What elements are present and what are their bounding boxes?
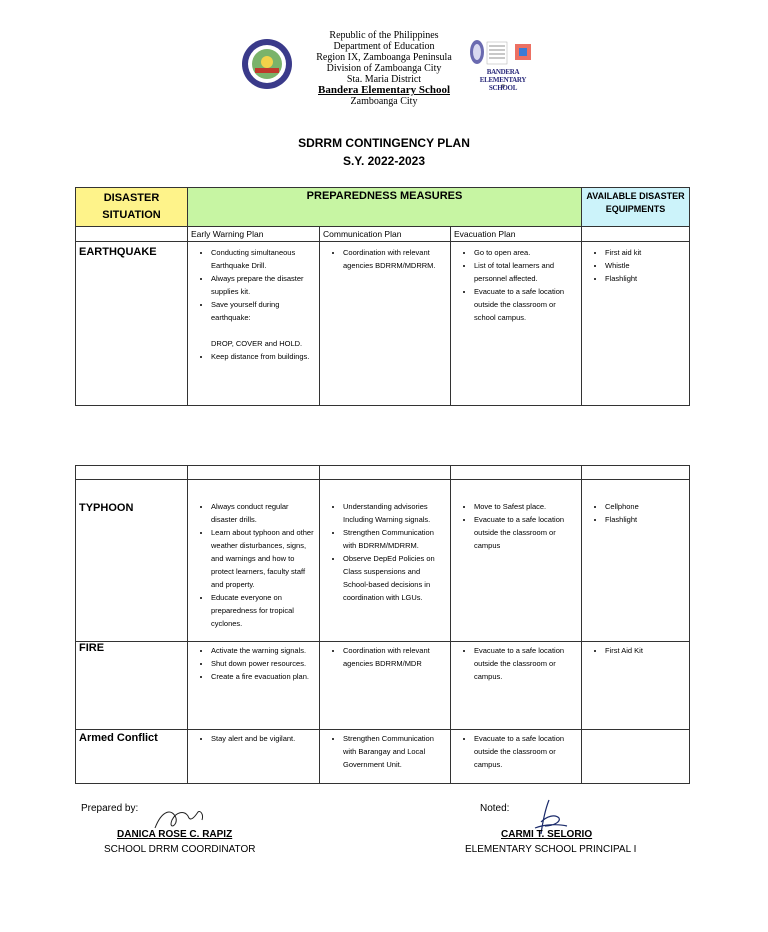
prepared-by-name: DANICA ROSE C. RAPIZ	[117, 829, 233, 840]
list-item: • Shut down power resources.	[211, 657, 316, 670]
list-item: • Create a fire evacuation plan.	[211, 670, 316, 683]
noted-title: ELEMENTARY SCHOOL PRINCIPAL I	[465, 844, 637, 855]
list-item: • List of total learners and personnel affected.	[474, 259, 578, 285]
disaster-typhoon: TYPHOON	[76, 480, 188, 642]
list-item: • Cellphone	[605, 500, 686, 513]
typhoon-communication	[320, 480, 451, 642]
subheader-empty	[582, 227, 690, 242]
header-available-equipments: AVAILABLE DISASTER EQUIPMENTS	[582, 188, 690, 227]
list-item: • Evacuate to a safe location outside the classroom or campus.	[474, 732, 578, 771]
list-item: • Keep distance from buildings.	[211, 350, 316, 363]
list-item: • Learn about typhoon and other weather disturbances, signs, and warnings and how to protect learners, faculty staff and property.	[211, 526, 316, 591]
school-logo-text: BANDERA ELEMENTARY SCHOOL	[479, 68, 527, 92]
armed-conflict-evacuation	[451, 730, 582, 784]
list-item: • Understanding advisories Including Warning signals.	[343, 500, 447, 526]
typhoon-early-warning	[188, 480, 320, 642]
document-title: SDRRM CONTINGENCY PLAN	[298, 136, 470, 150]
typhoon-evacuation	[451, 480, 582, 642]
list-item: • Observe DepEd Policies on Class suspensions and School-based decisions in coordination with LGUs.	[343, 552, 447, 604]
armed-conflict-equipment	[582, 730, 690, 784]
empty-cell	[320, 466, 451, 480]
letterhead-line: Region IX, Zamboanga Peninsula	[316, 52, 452, 63]
list-item: • Coordination with relevant agencies BDRRM/MDRRM.	[343, 246, 447, 272]
disaster-armed-conflict: Armed Conflict	[76, 730, 188, 784]
subheader-early-warning: Early Warning Plan	[188, 227, 320, 242]
empty-cell	[188, 466, 320, 480]
drop-cover-hold-note: DROP, COVER and HOLD.	[211, 339, 303, 348]
noted-label: Noted:	[480, 803, 510, 814]
letterhead-line: Department of Education	[333, 41, 435, 52]
letterhead-line: Division of Zamboanga City	[326, 63, 442, 74]
subheader-empty	[76, 227, 188, 242]
school-city: Zamboanga City	[350, 96, 418, 107]
list-item: • Conducting simultaneous Earthquake Drill.	[211, 246, 316, 272]
school-year: S.Y. 2022-2023	[342, 154, 426, 168]
list-item: • First aid kit	[605, 246, 686, 259]
list-item: • Flashlight	[605, 272, 686, 285]
list-item: • Move to Safest place.	[474, 500, 578, 513]
list-item: • Go to open area.	[474, 246, 578, 259]
subheader-evacuation: Evacuation Plan	[451, 227, 582, 242]
list-item: • Always prepare the disaster supplies kit.	[211, 272, 316, 298]
contingency-table-continued	[75, 465, 690, 784]
disaster-fire: FIRE	[76, 642, 188, 730]
list-item: • Coordination with relevant agencies BDRRM/MDR	[343, 644, 447, 670]
armed-conflict-early-warning	[188, 730, 320, 784]
earthquake-early-warning	[188, 242, 320, 406]
letterhead-line: Sta. Maria District	[346, 74, 422, 85]
list-item: • Evacuate to a safe location outside the classroom or campus.	[474, 644, 578, 683]
empty-cell	[76, 466, 188, 480]
contingency-table-earthquake	[75, 187, 690, 406]
letterhead-line: Republic of the Philippines	[329, 30, 439, 41]
list-item: • Activate the warning signals.	[211, 644, 316, 657]
noted-name: CARMI T. SELORIO	[501, 829, 593, 840]
prepared-by-label: Prepared by:	[81, 803, 139, 814]
list-item: • Flashlight	[605, 513, 686, 526]
list-item: • Strengthen Communication with BDRRM/MDRRM.	[343, 526, 447, 552]
earthquake-equipment	[582, 242, 690, 406]
list-item: • Evacuate to a safe location outside the classroom or campus	[474, 513, 578, 552]
list-item: • Evacuate to a safe location outside the classroom or school campus.	[474, 285, 578, 324]
list-item: • Stay alert and be vigilant.	[211, 732, 316, 745]
list-item: • Strengthen Communication with Barangay and Local Government Unit.	[343, 732, 447, 771]
letterhead	[0, 30, 768, 107]
fire-evacuation	[451, 642, 582, 730]
earthquake-evacuation	[451, 242, 582, 406]
fire-equipment	[582, 642, 690, 730]
header-disaster-situation: DISASTER SITUATION	[76, 188, 188, 227]
armed-conflict-communication	[320, 730, 451, 784]
prepared-by-title: SCHOOL DRRM COORDINATOR	[104, 844, 256, 855]
list-item: • Always conduct regular disaster drills.	[211, 500, 316, 526]
list-item: • Save yourself during earthquake:	[211, 298, 316, 324]
subheader-communication: Communication Plan	[320, 227, 451, 242]
typhoon-equipment	[582, 480, 690, 642]
empty-cell	[451, 466, 582, 480]
list-item: • First Aid Kit	[605, 644, 686, 657]
disaster-earthquake: EARTHQUAKE	[76, 242, 188, 406]
empty-cell	[582, 466, 690, 480]
list-item: • Whistle	[605, 259, 686, 272]
list-item: • Educate everyone on preparedness for tropical cyclones.	[211, 591, 316, 630]
fire-communication	[320, 642, 451, 730]
school-name: Bandera Elementary School	[318, 84, 450, 96]
fire-early-warning	[188, 642, 320, 730]
header-preparedness-measures: PREPAREDNESS MEASURES	[188, 188, 582, 227]
earthquake-communication	[320, 242, 451, 406]
